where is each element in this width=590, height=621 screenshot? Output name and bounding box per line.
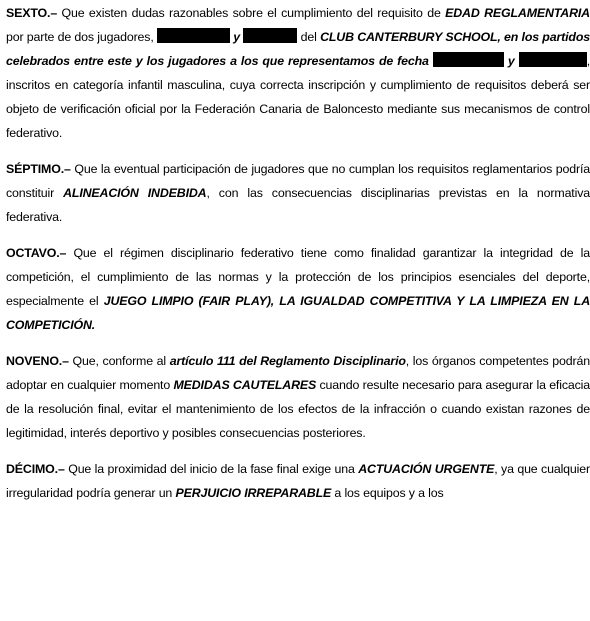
redaction-box	[157, 28, 230, 43]
emphasis-text: PERJUICIO IRREPARABLE	[175, 486, 332, 500]
paragraph-text: , ya que cualquier irregularidad podría generar un	[6, 462, 590, 500]
emphasis-text: artículo 111 del Reglamento Disciplinario	[169, 354, 406, 368]
paragraph-text: , con las consecuencias disciplinarias previstas en la normativa federativa.	[6, 186, 590, 224]
paragraph-heading: SÉPTIMO.–	[6, 162, 71, 176]
paragraph-text: Que la proximidad del inicio de la fase final exige una	[64, 462, 359, 476]
redaction-box	[433, 52, 504, 67]
paragraph-heading: DÉCIMO.–	[6, 462, 65, 476]
paragraph-text: Que existen dudas razonables sobre el cumplimiento del requisito de	[57, 6, 446, 20]
paragraph-text: del	[297, 30, 321, 44]
paragraph-heading: NOVENO.–	[6, 354, 69, 368]
emphasis-text: ACTUACIÓN URGENTE	[358, 462, 495, 476]
paragraph-text: a los equipos y a los	[331, 486, 444, 500]
emphasis-text: y	[503, 54, 519, 68]
paragraph-text: , los órganos competentes podrán adoptar en cualquier momento	[6, 354, 590, 392]
paragraph-text: por parte de dos jugadores,	[6, 30, 157, 44]
emphasis-text: EDAD REGLAMENTARIA	[445, 6, 590, 20]
paragraph-text: Que la eventual participación de jugadores que no cumplan los requisitos reglamentarios podría constituir	[6, 162, 590, 200]
emphasis-text: y	[229, 30, 244, 44]
paragraph-text: , inscritos en categoría infantil masculina, cuya correcta inscripción y cumplimiento de requisitos deberá ser objeto de verificación oficial por la Federación Canaria de Baloncesto mediante sus mecanismos de control federativo.	[6, 54, 590, 140]
paragraph-text: Que, conforme al	[68, 354, 170, 368]
emphasis-text: ALINEACIÓN INDEBIDA	[63, 186, 207, 200]
paragraph-heading: OCTAVO.–	[6, 246, 67, 260]
emphasis-text: CLUB CANTERBURY SCHOOL, en los partidos celebrados entre este y los jugadores a los que representamos de fecha	[6, 30, 590, 68]
paragraph-noveno	[0, 349, 590, 445]
emphasis-text: JUEGO LIMPIO (FAIR PLAY), LA IGUALDAD COMPETITIVA Y LA LIMPIEZA EN LA COMPETICIÓN.	[6, 294, 590, 332]
emphasis-text: MEDIDAS CAUTELARES	[173, 378, 317, 392]
redaction-box	[519, 52, 587, 67]
paragraph-text: Que el régimen disciplinario federativo tiene como finalidad garantizar la integridad de la competición, el cumplimiento de las normas y la protección de los principios esenciales del deporte, especialmente el	[6, 246, 590, 308]
redaction-box	[243, 28, 297, 43]
paragraph-sexto	[0, 1, 590, 145]
paragraph-text: cuando resulte necesario para asegurar la eficacia de la resolución final, evitar el mantenimiento de los efectos de la infracción o cuando existan razones de legitimidad, interés deportivo y posibles consecuencias posteriores.	[6, 378, 590, 440]
paragraph-decimo	[0, 457, 590, 505]
paragraph-heading: SEXTO.–	[6, 6, 58, 20]
paragraph-octavo	[0, 241, 590, 337]
paragraph-septimo	[0, 157, 590, 229]
